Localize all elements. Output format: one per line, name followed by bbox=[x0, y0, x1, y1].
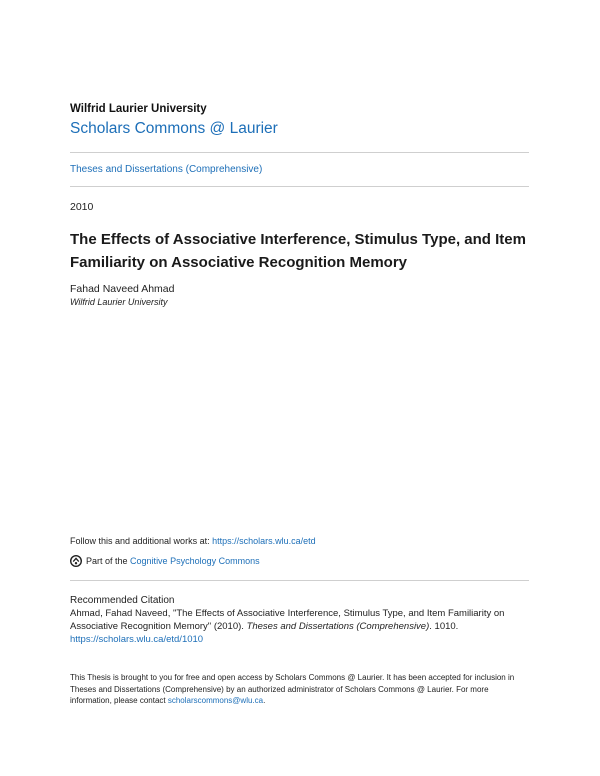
discipline-link[interactable]: Cognitive Psychology Commons bbox=[130, 556, 260, 566]
divider bbox=[70, 580, 529, 581]
author-name: Fahad Naveed Ahmad bbox=[70, 283, 175, 295]
citation-text bbox=[70, 607, 529, 646]
commons-network-icon bbox=[70, 555, 82, 567]
part-of-prefix: Part of the bbox=[86, 556, 128, 566]
follow-url-link[interactable]: https://scholars.wlu.ca/etd bbox=[212, 536, 316, 546]
divider bbox=[70, 186, 529, 187]
citation-body: Ahmad, Fahad Naveed, "The Effects of Associative Interference, Stimulus Type, and Item Familiarity on Associative Recognition Memory" (2010). bbox=[70, 608, 505, 632]
contact-email-link[interactable]: scholarscommons@wlu.ca bbox=[167, 696, 264, 705]
series-link[interactable]: Theses and Dissertations (Comprehensive) bbox=[70, 164, 263, 175]
follow-line bbox=[70, 536, 316, 546]
institution-name: Wilfrid Laurier University bbox=[70, 103, 207, 115]
part-of-line bbox=[70, 555, 260, 567]
citation-series: Theses and Dissertations (Comprehensive) bbox=[246, 621, 430, 632]
document-title: The Effects of Associative Interference, Stimulus Type, and Item Familiarity on Associative Recognition Memory bbox=[70, 231, 526, 271]
author-affiliation: Wilfrid Laurier University bbox=[70, 297, 168, 307]
notice-end: . bbox=[263, 696, 266, 705]
access-notice bbox=[70, 672, 529, 707]
divider bbox=[70, 152, 529, 153]
citation-url-link[interactable]: https://scholars.wlu.ca/etd/1010 bbox=[70, 634, 204, 645]
citation-number: . 1010. bbox=[429, 621, 459, 632]
recommended-citation-heading: Recommended Citation bbox=[70, 595, 175, 606]
repository-link[interactable]: Scholars Commons @ Laurier bbox=[70, 120, 278, 137]
notice-text: This Thesis is brought to you for free and open access by Scholars Commons @ Laurier. It has been accepted for inclusion in Theses and Dissertations (Comprehensive) by an authorized administrator of Scholars Commons @ Laurier. For more information, please contact bbox=[70, 673, 515, 705]
publication-year: 2010 bbox=[70, 201, 94, 213]
follow-prefix: Follow this and additional works at: bbox=[70, 536, 213, 546]
